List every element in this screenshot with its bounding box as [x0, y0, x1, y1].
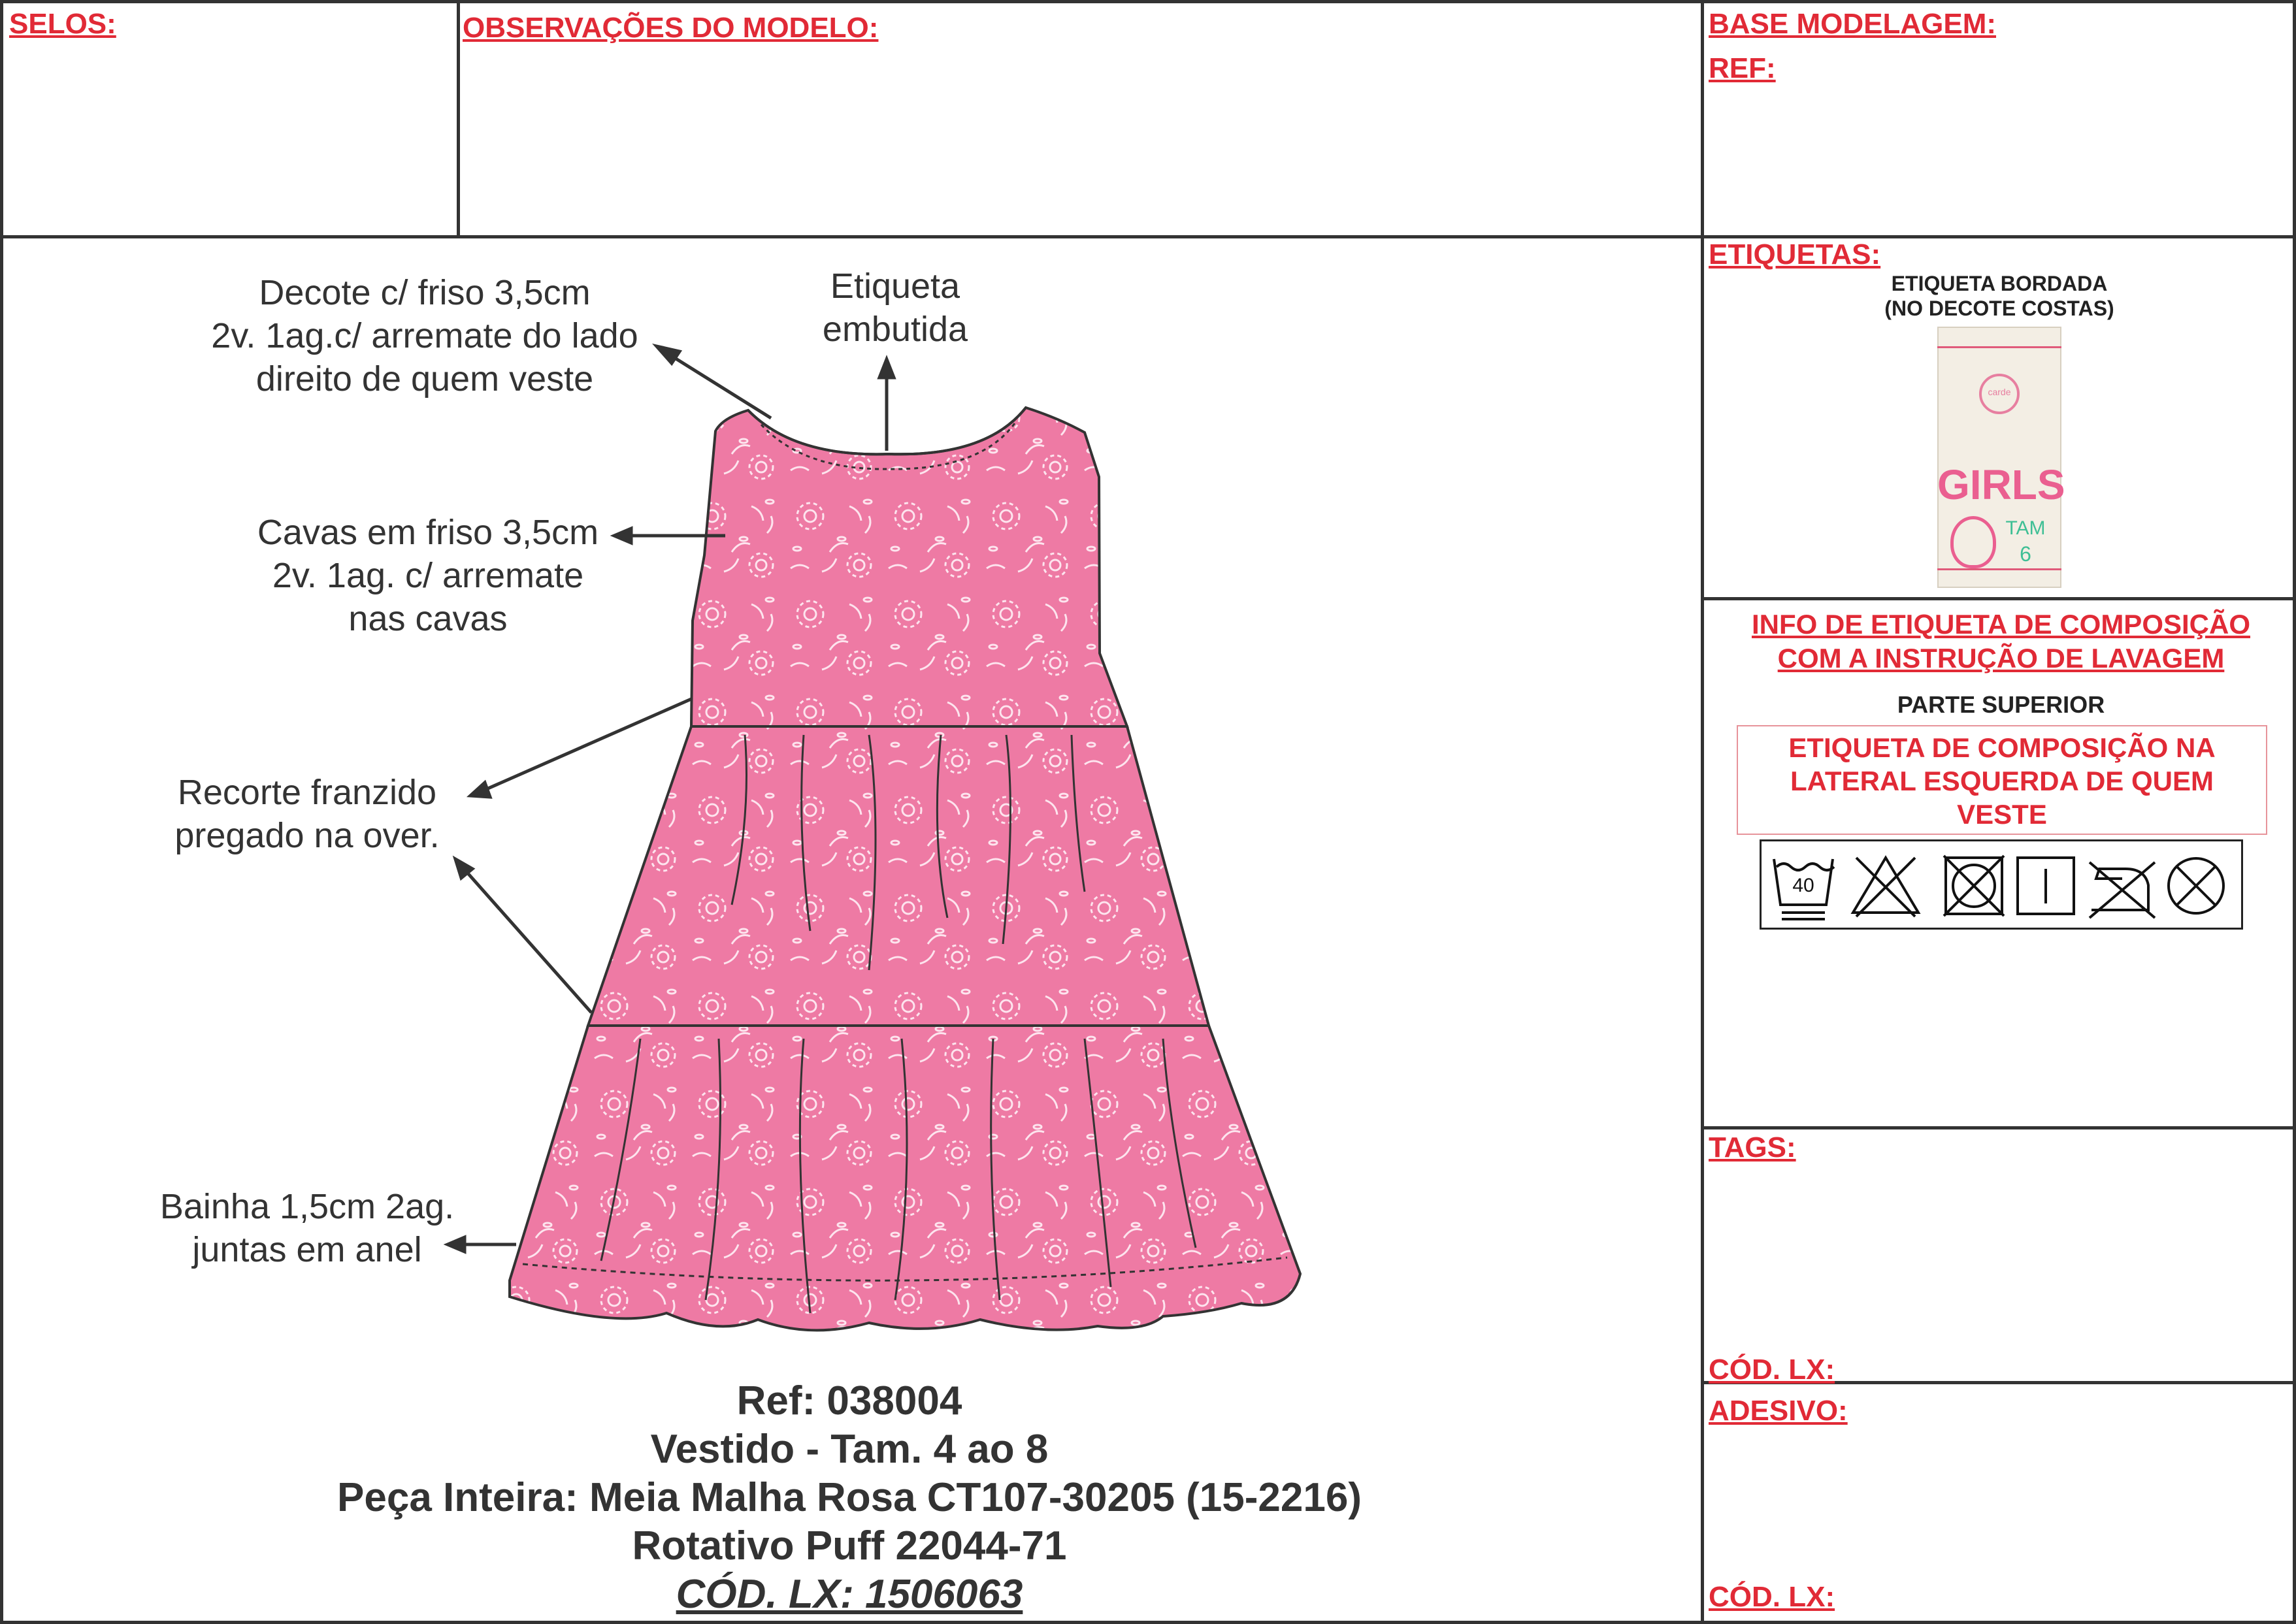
annotation-decote-line1: Decote c/ friso 3,5cm	[259, 273, 591, 312]
product-fabric: Peça Inteira: Meia Malha Rosa CT107-30205 (15-2216)	[337, 1475, 1362, 1520]
cod-lx-adesivo: CÓD. LX:	[1709, 1581, 1835, 1613]
annotation-etiqueta-line1: Etiqueta	[830, 267, 960, 306]
product-name: Vestido - Tam. 4 ao 8	[650, 1427, 1049, 1472]
etiqueta-bordada-text	[1816, 271, 2182, 321]
composicao-box-line2: LATERAL ESQUERDA DE QUEM	[1790, 766, 2214, 796]
wash-temp: 40	[1792, 875, 1814, 896]
sidebar-sep-1	[1702, 597, 2296, 600]
label-brand: carde	[1988, 387, 2011, 397]
annotation-recorte-line2: pregado na over.	[174, 816, 440, 855]
base-modelagem-label: BASE MODELAGEM:	[1709, 8, 1996, 40]
label-stripe-top	[1937, 346, 2061, 348]
no-bleach-icon	[1853, 858, 1918, 917]
label-stripe-bottom	[1937, 568, 2061, 570]
parte-superior: PARTE SUPERIOR	[1897, 691, 2105, 718]
no-iron-icon	[2090, 862, 2155, 918]
annotation-cavas-line1: Cavas em friso 3,5cm	[257, 513, 599, 552]
no-dry-clean-icon	[2169, 858, 2223, 913]
composicao-box	[1737, 725, 2267, 835]
etiqueta-bordada-line2: (NO DECOTE COSTAS)	[1884, 297, 2114, 320]
ref-label: REF:	[1709, 52, 1776, 84]
annotation-bainha-line2: juntas em anel	[192, 1230, 422, 1269]
annotation-decote-line2: 2v. 1ag.c/ arremate do lado	[211, 316, 638, 355]
label-girls: GIRLS	[1937, 461, 2065, 508]
sidebar-sep-2	[1702, 1126, 2296, 1129]
composicao-box-line3: VESTE	[1957, 799, 2047, 830]
annotation-decote-line3: direito de quem veste	[255, 359, 594, 398]
annotation-cavas-line2: 2v. 1ag. c/ arremate	[272, 556, 584, 595]
cod-lx-tags: CÓD. LX:	[1709, 1354, 1835, 1386]
product-ref: Ref: 038004	[736, 1378, 962, 1423]
label-tam: TAM	[2005, 517, 2046, 539]
tags-label: TAGS:	[1709, 1131, 1796, 1163]
adesivo-label: ADESIVO:	[1709, 1395, 1848, 1427]
product-cod: CÓD. LX: 1506063	[676, 1572, 1023, 1617]
etiquetas-label: ETIQUETAS:	[1709, 238, 1881, 270]
label-unicorn-icon	[1950, 516, 1996, 568]
observacoes-label: OBSERVAÇÕES DO MODELO:	[463, 12, 879, 44]
label-size: 6	[2020, 542, 2031, 566]
no-tumble-dry-icon	[1944, 856, 2004, 916]
composicao-title-line2: COM A INSTRUÇÃO DE LAVAGEM	[1777, 643, 2225, 674]
annotation-bainha-line1: Bainha 1,5cm 2ag.	[159, 1187, 455, 1226]
composicao-title	[1709, 608, 2293, 675]
embroidered-label-image	[1937, 327, 2065, 588]
product-print: Rotativo Puff 22044-71	[632, 1523, 1067, 1568]
annotation-recorte-line1: Recorte franzido	[177, 773, 437, 812]
line-dry-icon	[2018, 858, 2074, 914]
annotation-cavas-line3: nas cavas	[348, 599, 508, 638]
etiqueta-bordada-line1: ETIQUETA BORDADA	[1891, 272, 2108, 295]
annotation-etiqueta-line2: embutida	[822, 310, 968, 349]
selos-label: SELOS:	[9, 8, 116, 40]
care-symbols-icons	[1760, 839, 2243, 930]
composicao-title-line1: INFO DE ETIQUETA DE COMPOSIÇÃO	[1751, 609, 2251, 640]
composicao-box-line1: ETIQUETA DE COMPOSIÇÃO NA	[1788, 732, 2216, 763]
